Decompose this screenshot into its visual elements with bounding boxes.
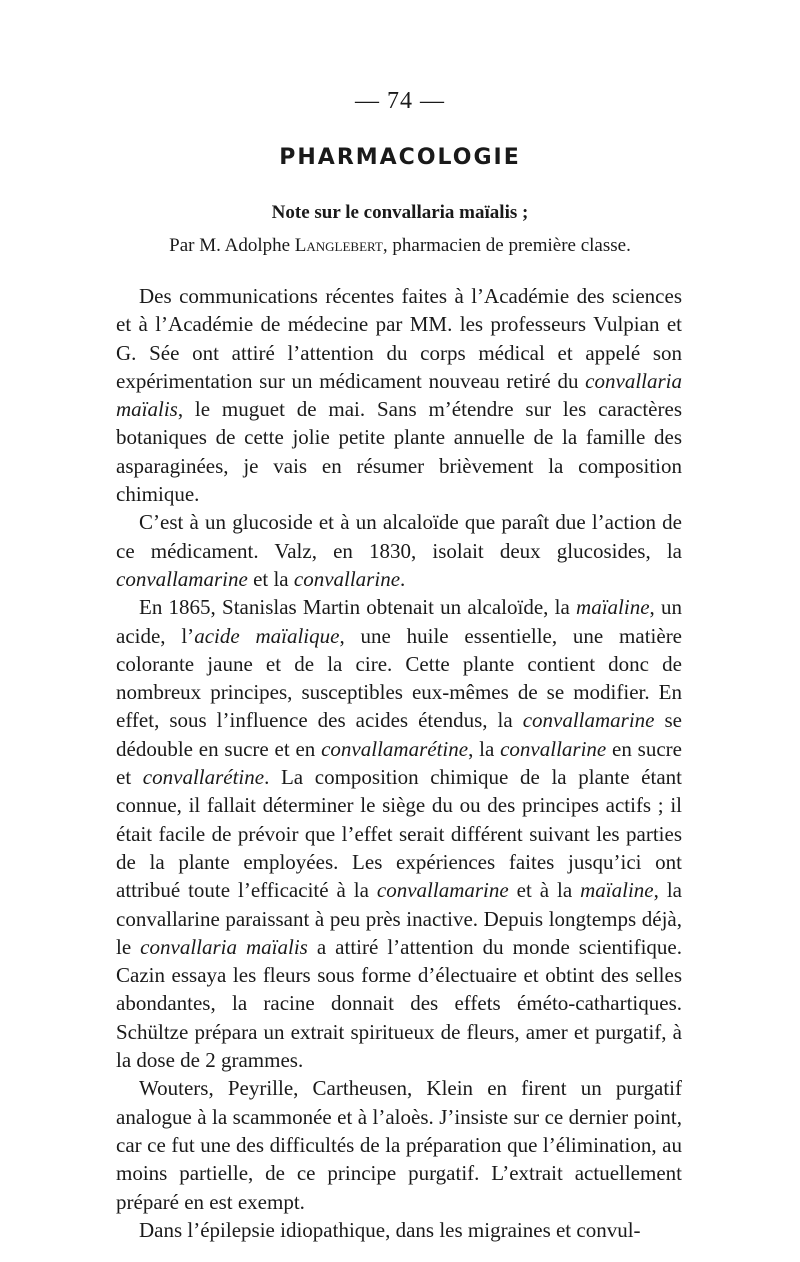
body-paragraph bbox=[116, 1216, 682, 1244]
body-paragraph bbox=[116, 508, 682, 593]
italic-term: convallaria maïalis bbox=[116, 368, 682, 422]
section-heading: PHARMACOLOGIE bbox=[279, 145, 521, 170]
text-run: . La composition chimique de la plante étant connue, il fallait déterminer le siège du ou des principes actifs ; il était facile de prévoir que l’effet serait différent suivant les parties de la plante employées. Les expériences faites jusqu’ici ont attribué toute l’efficacité à la bbox=[116, 765, 682, 903]
text-run: , une huile essentielle, une matière colorante jaune et de la cire. Cette plante contient donc de nombreux principes, susceptibles eux-mêmes de se modifier. En effet, sous l’influence des acides étendus, la bbox=[116, 623, 683, 733]
body-paragraph bbox=[116, 282, 682, 508]
italic-term: convallaria maïalis bbox=[140, 934, 308, 959]
text-run: , la bbox=[468, 736, 501, 761]
body-paragraph bbox=[116, 1074, 682, 1215]
article-byline bbox=[0, 233, 800, 259]
text-run: Dans l’épilepsie idiopathique, dans les migraines et convul- bbox=[139, 1217, 641, 1242]
italic-term: convallarine bbox=[500, 736, 607, 761]
byline-prefix: Par M. Adolphe bbox=[169, 235, 295, 256]
article-title: Note sur le convallaria maïalis ; bbox=[271, 202, 529, 223]
text-run: C’est à un glucoside et à un alcaloïde que paraît due l’action de ce médicament. Valz, en 1830, isolait deux glucosides, la bbox=[116, 510, 682, 563]
italic-term: convallamarine bbox=[116, 566, 248, 591]
italic-term: convallarine bbox=[293, 566, 401, 591]
text-run: en sucre et bbox=[116, 736, 682, 790]
italic-term: convallamarine bbox=[376, 878, 509, 903]
italic-term: acide maïalique bbox=[194, 623, 340, 648]
italic-term: maïaline bbox=[580, 878, 654, 903]
text-run: . bbox=[400, 566, 406, 591]
text-run: , le muguet de mai. Sans m’étendre sur les caractères botaniques de cette jolie petite plante annuelle de la famille des asparaginées, je vais en résumer brièvement la composition chimique. bbox=[116, 397, 682, 507]
text-run: et la bbox=[247, 566, 294, 591]
text-run: En 1865, Stanislas Martin obtenait un alcaloïde, la bbox=[139, 595, 577, 620]
text-run: Wouters, Peyrille, Cartheusen, Klein en firent un purgatif analogue à la scammonée et à l’aloès. J’insiste sur ce dernier point, car ce fut une des difficultés de la préparation que l’élimination, au moins partielle, de ce principe purgatif. L’extrait actuellement préparé en est exempt. bbox=[116, 1076, 682, 1214]
text-run: a attiré l’attention du monde scientifique. Cazin essaya les fleurs sous forme d’électuaire et obtint des selles abondantes, la racine donnait des effets éméto-cathartiques. Schültze prépara un extrait spiritueux de fleurs, amer et purgatif, à la dose de 2 grammes. bbox=[116, 934, 683, 1073]
text-run: , la convallarine paraissant à peu près inactive. Depuis longtemps déjà, le bbox=[116, 878, 682, 959]
text-run: , un acide, l’ bbox=[116, 595, 683, 648]
italic-term: convallamarétine bbox=[321, 736, 469, 761]
byline-suffix: , pharmacien de première classe. bbox=[382, 235, 631, 256]
body-paragraph bbox=[116, 593, 682, 1074]
italic-term: maïaline bbox=[576, 595, 650, 620]
byline-author: Langlebert bbox=[294, 235, 383, 256]
article-body bbox=[116, 282, 682, 1244]
text-run: Des communications récentes faites à l’Académie des sciences et à l’Académie de médecine par MM. les professeurs Vulpian et G. Sée ont attiré l’attention du corps médical et appelé son expérimentation sur un médicament nouveau retiré du bbox=[116, 284, 682, 393]
text-run: et à la bbox=[508, 878, 581, 903]
page-number: — 74 — bbox=[355, 88, 445, 114]
italic-term: convallamarine bbox=[522, 708, 655, 733]
text-run: se dédouble en sucre et en bbox=[116, 708, 682, 761]
italic-term: convallarétine bbox=[142, 765, 265, 790]
